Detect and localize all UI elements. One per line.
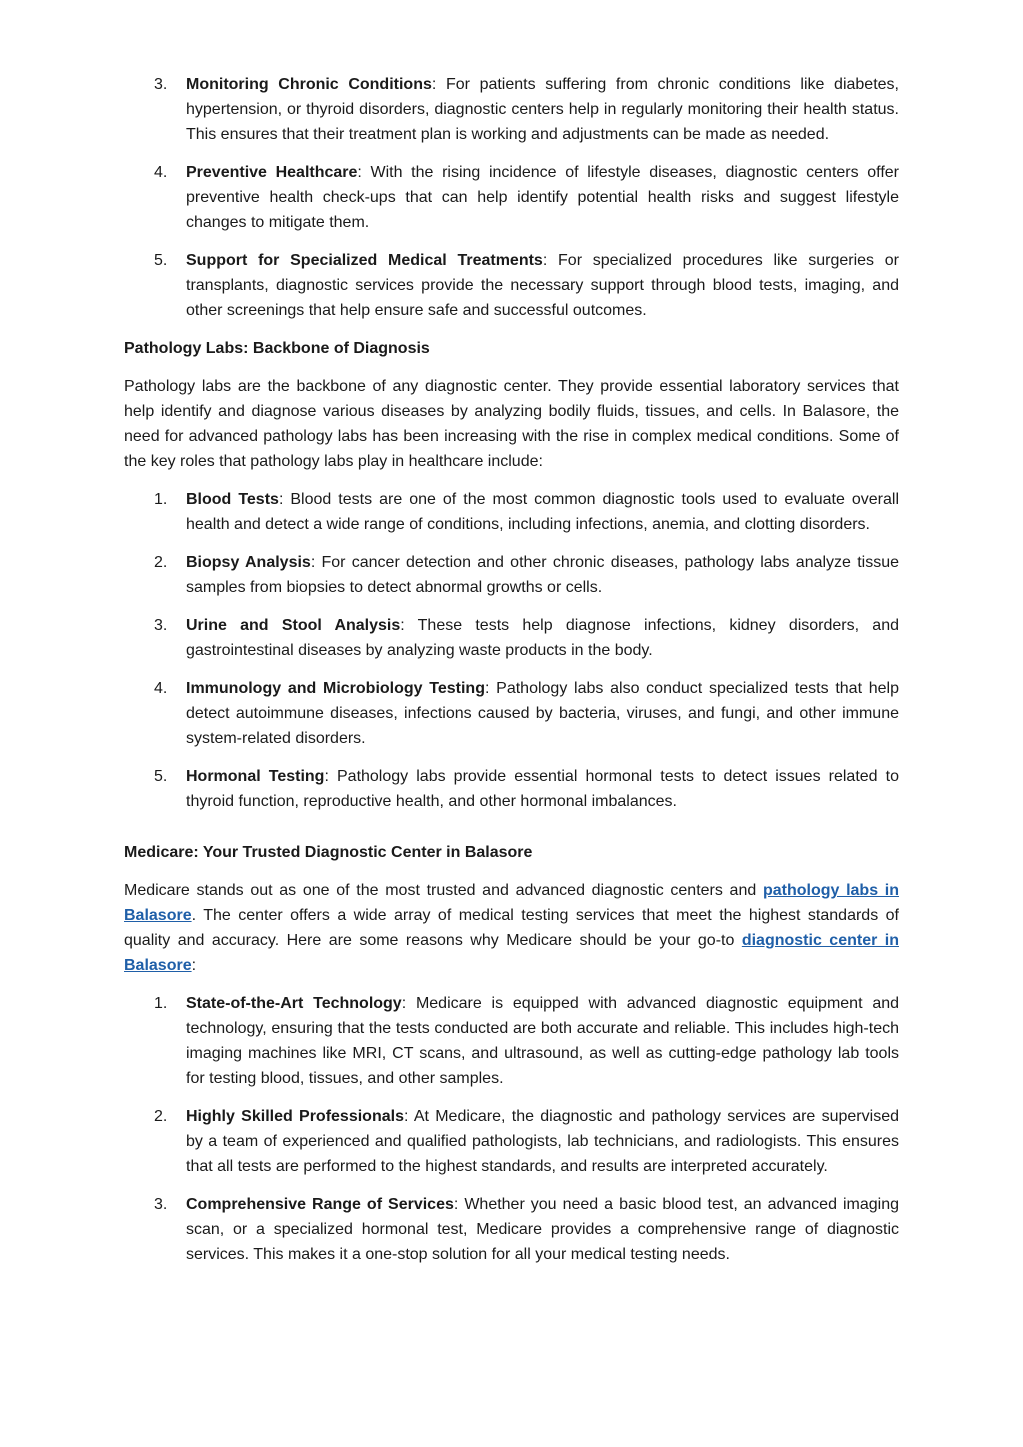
list-term: Blood Tests [186, 491, 279, 508]
list-item [124, 764, 899, 814]
list-text: : At Medicare, the diagnostic and pathology services are supervised by a team of experienced and qualified pathologists, lab technicians, and radiologists. This ensures that all tests are performed to the highest standards, and results are interpreted accurately. [186, 1108, 899, 1175]
list-number: 3. [154, 76, 168, 93]
list-term: Urine and Stool Analysis [186, 617, 401, 634]
list-number: 1. [154, 491, 168, 508]
pathology-list [124, 487, 899, 814]
medicare-intro-text: . The center offers a wide array of medical testing services that meet the highest standards of quality and accuracy. Here are some reasons why Medicare should be your go-to [124, 907, 899, 949]
list-item [124, 676, 899, 751]
list-item [124, 1104, 899, 1179]
list-item [124, 248, 899, 323]
medicare-intro [124, 878, 899, 978]
diagnostic-center-link[interactable]: diagnostic center in Balasore [124, 932, 899, 974]
list-term: Biopsy Analysis [186, 554, 311, 571]
list-number: 4. [154, 164, 168, 181]
list-term: Hormonal Testing [186, 768, 325, 785]
list-item [124, 1192, 899, 1267]
list-item [124, 487, 899, 537]
list-item [124, 550, 899, 600]
pathology-labs-link[interactable]: pathology labs in Balasore [124, 882, 900, 924]
list-number: 5. [154, 252, 168, 269]
list-item [124, 160, 899, 235]
list-number: 1. [154, 995, 168, 1012]
list-number: 2. [154, 554, 168, 571]
list-text: : For cancer detection and other chronic diseases, pathology labs analyze tissue samples from biopsies to detect abnormal growths or cells. [186, 554, 899, 596]
list-text: : Whether you need a basic blood test, an advanced imaging scan, or a specialized hormonal test, Medicare provides a comprehensive range of diagnostic services. This makes it a one-stop solution for all your medical testing needs. [186, 1196, 900, 1263]
list-term: Monitoring Chronic Conditions [186, 76, 432, 93]
pathology-intro: Pathology labs are the backbone of any diagnostic center. They provide essential laboratory services that help identify and diagnose various diseases by analyzing bodily fluids, tissues, and cells. In Balasore, the need for advanced pathology labs has been increasing with the rise in complex medical conditions. Some of the key roles that pathology labs play in healthcare include: [124, 378, 899, 470]
list-number: 5. [154, 768, 168, 785]
document-content [124, 72, 899, 1267]
medicare-heading: Medicare: Your Trusted Diagnostic Center in Balasore [124, 844, 533, 861]
list-number: 2. [154, 1108, 168, 1125]
list-number: 3. [154, 617, 168, 634]
list-number: 3. [154, 1196, 168, 1213]
list-text: : With the rising incidence of lifestyle diseases, diagnostic centers offer preventive health check-ups that can help identify potential health risks and suggest lifestyle changes to mitigate them. [186, 164, 900, 231]
list-term: Immunology and Microbiology Testing [186, 680, 485, 697]
roles-list [124, 72, 899, 323]
list-text: : Blood tests are one of the most common diagnostic tools used to evaluate overall health and detect a wide range of conditions, including infections, anemia, and clotting disorders. [186, 491, 900, 533]
list-text: : These tests help diagnose infections, kidney disorders, and gastrointestinal diseases by analyzing waste products in the body. [186, 617, 900, 659]
list-term: Highly Skilled Professionals [186, 1108, 404, 1125]
list-text: : For specialized procedures like surgeries or transplants, diagnostic services provide the necessary support through blood tests, imaging, and other screenings that help ensure safe and successful outcomes. [186, 252, 900, 319]
medicare-intro-text: Medicare stands out as one of the most trusted and advanced diagnostic centers and [124, 882, 763, 899]
list-text: : Medicare is equipped with advanced diagnostic equipment and technology, ensuring that the tests conducted are both accurate and reliable. This includes high-tech imaging machines like MRI, CT scans, and ultrasound, as well as cutting-edge pathology lab tools for testing blood, tissues, and other samples. [186, 995, 900, 1087]
list-term: Support for Specialized Medical Treatments [186, 252, 543, 269]
list-term: Preventive Healthcare [186, 164, 358, 181]
list-term: Comprehensive Range of Services [186, 1196, 454, 1213]
list-text: : For patients suffering from chronic conditions like diabetes, hypertension, or thyroid disorders, diagnostic centers help in regularly monitoring their health status. This ensures that their treatment plan is working and adjustments can be made as needed. [186, 76, 899, 143]
medicare-intro-text: : [191, 957, 197, 974]
list-item [124, 991, 899, 1091]
pathology-heading: Pathology Labs: Backbone of Diagnosis [124, 340, 430, 357]
list-item [124, 613, 899, 663]
list-text: : Pathology labs provide essential hormonal tests to detect issues related to thyroid function, reproductive health, and other hormonal imbalances. [186, 768, 899, 810]
list-number: 4. [154, 680, 168, 697]
medicare-list [124, 991, 899, 1267]
list-item [124, 72, 899, 147]
list-text: : Pathology labs also conduct specialized tests that help detect autoimmune diseases, infections caused by bacteria, viruses, and fungi, and other immune system-related disorders. [186, 680, 899, 747]
list-term: State-of-the-Art Technology [186, 995, 402, 1012]
